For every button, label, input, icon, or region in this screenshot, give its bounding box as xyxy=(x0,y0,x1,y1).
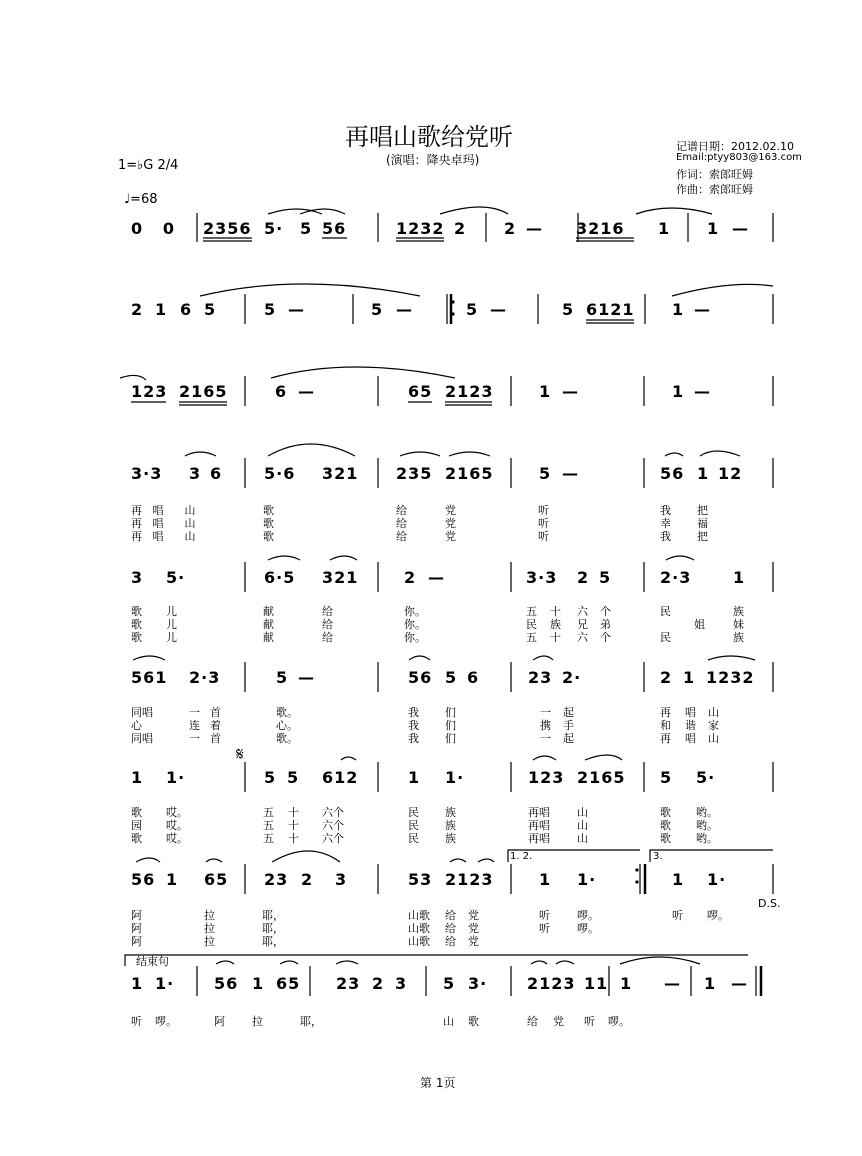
lyric: 歌 xyxy=(131,832,142,845)
note: — xyxy=(298,382,315,401)
note: 1· xyxy=(155,974,175,993)
lyric: 给 xyxy=(396,517,407,530)
lyric: 唱 xyxy=(152,517,164,530)
note: 5 xyxy=(204,300,217,319)
lyric: 拉 xyxy=(204,922,215,935)
note: — xyxy=(396,300,413,319)
note: 5· xyxy=(166,568,186,587)
lyric: 们 xyxy=(445,732,456,745)
note: 2·3 xyxy=(189,668,221,687)
note: — xyxy=(694,382,711,401)
lyric: 哟。 xyxy=(696,819,718,832)
note: 6 xyxy=(210,464,223,483)
lyric: 儿 xyxy=(166,618,177,631)
lyric: 一 xyxy=(189,706,200,719)
lyric: 园 xyxy=(131,819,142,832)
note: 56 xyxy=(660,464,685,483)
note: — xyxy=(298,668,315,687)
note: 6121 xyxy=(586,300,635,319)
lyric: 民 xyxy=(660,631,671,644)
note: 5 xyxy=(443,974,456,993)
lyric: 你。 xyxy=(404,631,426,644)
lyric: 再 xyxy=(660,732,671,745)
note: 5 xyxy=(371,300,384,319)
lyric: 姐 xyxy=(694,618,705,631)
note: 2123 xyxy=(527,974,576,993)
note: 1 xyxy=(733,568,746,587)
note: 1 xyxy=(672,382,685,401)
lyric: 党 xyxy=(553,1015,564,1028)
lyric: 十 xyxy=(288,819,299,832)
lyric: 民 xyxy=(408,832,419,845)
lyric: 给 xyxy=(322,631,333,644)
lyric: 歌 xyxy=(131,631,142,644)
note: — xyxy=(562,382,579,401)
note: 1 xyxy=(672,300,685,319)
note: 1 xyxy=(539,870,552,889)
lyric: 我 xyxy=(408,706,419,719)
lyric: 听 xyxy=(131,1015,142,1028)
lyric: 听 xyxy=(538,504,549,517)
note: 6·5 xyxy=(264,568,296,587)
lyric: 五 xyxy=(263,819,274,832)
note: 2 xyxy=(660,668,673,687)
note: — xyxy=(526,219,543,238)
note: 5 xyxy=(445,668,458,687)
lyric: 族 xyxy=(733,631,744,644)
lyric: 党 xyxy=(468,909,479,922)
lyric: 六个 xyxy=(322,806,344,819)
lyric: 哟。 xyxy=(696,806,718,819)
lyric: 族 xyxy=(445,832,456,845)
lyric: 心 xyxy=(131,719,142,732)
lyric: 献 xyxy=(263,618,274,631)
note: 3216 xyxy=(576,219,625,238)
lyric: 六 xyxy=(577,631,588,644)
note: 3·3 xyxy=(131,464,163,483)
note: 23 xyxy=(264,870,289,889)
note: 5 xyxy=(264,300,277,319)
lyric: 山歌 xyxy=(408,922,430,935)
lyric: 再 xyxy=(131,517,142,530)
note: 2356 xyxy=(203,219,252,238)
note: 1 xyxy=(704,974,717,993)
lyric: 一 xyxy=(540,706,551,719)
note: 5 xyxy=(466,300,479,319)
lyric: 耶， xyxy=(300,1015,322,1028)
note: 5· xyxy=(696,768,716,787)
lyric: 首 xyxy=(210,732,221,745)
page-number: 第 1页 xyxy=(420,1076,456,1090)
note: 2165 xyxy=(577,768,626,787)
lyric: 民 xyxy=(660,605,671,618)
note: 1 xyxy=(658,219,671,238)
lyric: 歌 xyxy=(468,1015,479,1028)
note: 2 xyxy=(404,568,417,587)
lyric: 啰。 xyxy=(577,922,599,935)
lyric: 啰。 xyxy=(155,1015,177,1028)
lyric: 手 xyxy=(563,719,574,732)
lyric: 听 xyxy=(539,922,550,935)
lyric: 六个 xyxy=(322,819,344,832)
lyric: 啰。 xyxy=(608,1015,630,1028)
composer-credit: 作曲：索郎旺姆 xyxy=(676,183,753,196)
lyric: 给 xyxy=(445,935,456,948)
volta-3: 3. xyxy=(653,851,663,862)
lyric: 歌 xyxy=(131,605,142,618)
lyric: 啰。 xyxy=(577,909,599,922)
lyric: 你。 xyxy=(404,618,426,631)
note: 1 xyxy=(166,870,179,889)
note: 1232 xyxy=(396,219,445,238)
lyric: 六个 xyxy=(322,832,344,845)
note: 1 xyxy=(596,974,609,993)
note: 1 xyxy=(584,974,597,993)
note: 2 xyxy=(504,219,517,238)
lyric: 十 xyxy=(550,631,561,644)
lyric: 给 xyxy=(445,922,456,935)
lyric: 哎。 xyxy=(166,806,188,819)
lyric: 五 xyxy=(526,631,537,644)
note: 23 xyxy=(336,974,361,993)
note: 53 xyxy=(408,870,433,889)
note: — xyxy=(694,300,711,319)
lyric: 党 xyxy=(445,530,456,543)
lyric: 族 xyxy=(550,618,561,631)
note: 3 xyxy=(335,870,348,889)
lyric: 给 xyxy=(322,605,333,618)
lyric: 再唱 xyxy=(528,819,550,832)
note: 1 xyxy=(131,768,144,787)
lyric: 族 xyxy=(445,819,456,832)
note: 235 xyxy=(396,464,433,483)
note: 123 xyxy=(528,768,565,787)
note: 5 xyxy=(562,300,575,319)
note: 2165 xyxy=(179,382,228,401)
segno-icon: 𝄋 xyxy=(236,744,244,765)
lyric: 首 xyxy=(210,706,221,719)
note: 3 xyxy=(395,974,408,993)
lyric: 再唱 xyxy=(528,832,550,845)
note: — xyxy=(562,464,579,483)
lyric: 歌 xyxy=(263,517,274,530)
lyric: 歌 xyxy=(660,806,671,819)
lyric: 携 xyxy=(540,719,551,732)
lyric: 歌。 xyxy=(276,732,298,745)
note: 2·3 xyxy=(660,568,692,587)
note: 65 xyxy=(408,382,433,401)
note: 5 xyxy=(300,219,313,238)
lyric: 耶， xyxy=(262,935,284,948)
note: 1· xyxy=(577,870,597,889)
lyric: 党 xyxy=(445,504,456,517)
lyric: 心。 xyxy=(276,719,298,732)
lyric: 和 xyxy=(660,719,671,732)
lyric: 十 xyxy=(288,806,299,819)
lyric: 歌。 xyxy=(276,706,298,719)
note: 23 xyxy=(528,668,553,687)
note: 1 xyxy=(620,974,633,993)
note: — xyxy=(428,568,445,587)
note: 1· xyxy=(707,870,727,889)
lyric: 再 xyxy=(131,504,142,517)
note: 321 xyxy=(322,464,359,483)
lyric: 把 xyxy=(697,530,708,543)
lyric: 妹 xyxy=(733,618,744,631)
note: 1 xyxy=(155,300,168,319)
lyric: 山 xyxy=(708,706,719,719)
lyric: 山 xyxy=(184,517,196,530)
lyric: 听 xyxy=(539,909,550,922)
lyric: 个 xyxy=(600,605,611,618)
lyric: 我 xyxy=(408,719,419,732)
note: 0 xyxy=(162,219,175,238)
lyric: 歌 xyxy=(660,832,671,845)
lyric: 民 xyxy=(408,806,419,819)
lyric: 献 xyxy=(263,605,274,618)
lyric: 歌 xyxy=(263,530,274,543)
lyric: 党 xyxy=(468,922,479,935)
lyric: 听 xyxy=(584,1015,595,1028)
singer-credit: (演唱：降央卓玛) xyxy=(386,153,480,167)
note: 2 xyxy=(454,219,467,238)
lyric: 给 xyxy=(396,530,407,543)
lyric: 民 xyxy=(526,618,537,631)
lyric: 拉 xyxy=(252,1015,263,1028)
note: 1 xyxy=(672,870,685,889)
note: 1 xyxy=(697,464,710,483)
note: 5·6 xyxy=(264,464,296,483)
lyric: 唱 xyxy=(152,504,164,517)
note: 56 xyxy=(214,974,239,993)
lyric: 五 xyxy=(263,832,274,845)
lyric: 起 xyxy=(563,706,574,719)
note: 2123 xyxy=(445,870,494,889)
lyric: 阿 xyxy=(131,935,142,948)
note: 1· xyxy=(445,768,465,787)
note: 56 xyxy=(408,668,433,687)
lyric: 幸 xyxy=(660,517,671,530)
lyric: 谐 xyxy=(685,719,696,732)
lyric: 哎。 xyxy=(166,819,188,832)
lyric: 族 xyxy=(445,806,456,819)
note: 1 xyxy=(408,768,421,787)
lyric: 拉 xyxy=(204,909,215,922)
note: 2165 xyxy=(445,464,494,483)
lyric: 哟。 xyxy=(696,832,718,845)
lyric: 儿 xyxy=(166,631,177,644)
lyric: 山 xyxy=(708,732,719,745)
note: 321 xyxy=(322,568,359,587)
note: 6 xyxy=(275,382,288,401)
note: 2123 xyxy=(445,382,494,401)
note: 56 xyxy=(322,219,347,238)
lyric: 党 xyxy=(468,935,479,948)
lyric: 给 xyxy=(396,504,407,517)
lyric: 族 xyxy=(733,605,744,618)
lyric: 山歌 xyxy=(408,909,430,922)
note: 12 xyxy=(718,464,743,483)
note: 5 xyxy=(276,668,289,687)
note: — xyxy=(732,219,749,238)
note: 1 xyxy=(683,668,696,687)
lyric: 山 xyxy=(577,819,588,832)
notation-row-1 xyxy=(131,219,175,238)
note: 612 xyxy=(322,768,359,787)
lyric: 我 xyxy=(660,504,671,517)
lyric: 家 xyxy=(708,719,719,732)
lyric: 五 xyxy=(263,806,274,819)
lyric: 你。 xyxy=(404,605,426,618)
lyric: 福 xyxy=(697,517,708,530)
lyric: 弟 xyxy=(600,618,611,631)
note: 1232 xyxy=(706,668,755,687)
note: 0 xyxy=(131,219,144,238)
lyric: 再 xyxy=(131,530,142,543)
note: — xyxy=(490,300,507,319)
lyric: 我 xyxy=(408,732,419,745)
lyric: 再 xyxy=(660,706,671,719)
lyric: 听 xyxy=(672,909,683,922)
note: 2 xyxy=(131,300,144,319)
lyric: 再唱 xyxy=(528,806,550,819)
note: 1 xyxy=(131,974,144,993)
lyric: 同唱 xyxy=(131,732,153,745)
lyric: 听 xyxy=(538,517,549,530)
note: 65 xyxy=(276,974,301,993)
lyric: 唱 xyxy=(685,706,696,719)
lyric: 同唱 xyxy=(131,706,153,719)
lyric: 给 xyxy=(445,909,456,922)
lyric: 歌 xyxy=(131,618,142,631)
lyric: 十 xyxy=(288,832,299,845)
note: 2· xyxy=(562,668,582,687)
note: 5· xyxy=(264,219,284,238)
lyric: 给 xyxy=(322,618,333,631)
lyric: 山 xyxy=(577,832,588,845)
lyric: 五 xyxy=(526,605,537,618)
lyric: 一 xyxy=(189,732,200,745)
lyric: 唱 xyxy=(685,732,696,745)
key-signature: 1=♭G 2/4 xyxy=(118,158,179,173)
tempo-marking: ♩=68 xyxy=(124,192,158,207)
lyric: 连 xyxy=(189,719,200,732)
lyric: 山 xyxy=(184,504,196,517)
lyric: 歌 xyxy=(131,806,142,819)
lyric: 阿 xyxy=(131,922,142,935)
lyric: 十 xyxy=(550,605,561,618)
lyric: 个 xyxy=(600,631,611,644)
lyric: 们 xyxy=(445,719,456,732)
lyric: 耶， xyxy=(262,922,284,935)
lyric: 哎。 xyxy=(166,832,188,845)
note: 3 xyxy=(189,464,202,483)
lyric: 拉 xyxy=(204,935,215,948)
lyric: 阿 xyxy=(131,909,142,922)
email-address: Email:ptyy803@163.com xyxy=(676,152,802,163)
lyric: 把 xyxy=(697,504,708,517)
lyric: 山 xyxy=(577,806,588,819)
note: 5 xyxy=(264,768,277,787)
note: 123 xyxy=(131,382,168,401)
note: 2 xyxy=(372,974,385,993)
note: — xyxy=(288,300,305,319)
lyric: 阿 xyxy=(214,1015,225,1028)
lyric: 歌 xyxy=(660,819,671,832)
transcription-date: 记谱日期：2012.02.10 xyxy=(676,140,794,153)
lyric: 献 xyxy=(263,631,274,644)
note: 1· xyxy=(166,768,186,787)
note: — xyxy=(664,974,681,993)
note: 2 xyxy=(577,568,590,587)
lyric: 山 xyxy=(443,1015,454,1028)
note: 6 xyxy=(180,300,193,319)
lyricist-credit: 作词：索郎旺姆 xyxy=(676,168,753,181)
lyric: 儿 xyxy=(166,605,177,618)
lyric-verse-3 xyxy=(131,528,195,544)
lyric: 一 xyxy=(540,732,551,745)
volta-1-2: 1. 2. xyxy=(510,851,533,862)
coda-label: 结束句 xyxy=(136,955,169,968)
note: 2 xyxy=(301,870,314,889)
dal-segno-mark: D.S. xyxy=(758,897,781,910)
note: 56 xyxy=(131,870,156,889)
note: 561 xyxy=(131,668,168,687)
lyric: 山歌 xyxy=(408,935,430,948)
note: 5 xyxy=(287,768,300,787)
note: 1 xyxy=(707,219,720,238)
note: 1 xyxy=(539,382,552,401)
lyric: 兄 xyxy=(577,618,588,631)
song-title: 再唱山歌给党听 xyxy=(345,123,513,151)
note: 1 xyxy=(252,974,265,993)
note: 3·3 xyxy=(526,568,558,587)
lyric: 耶， xyxy=(262,909,284,922)
lyric: 给 xyxy=(527,1015,538,1028)
note: 3 xyxy=(131,568,144,587)
lyric: 歌 xyxy=(263,504,274,517)
lyric: 着 xyxy=(210,719,221,732)
lyric: 唱 xyxy=(152,530,164,543)
lyric: 们 xyxy=(445,706,456,719)
note: — xyxy=(731,974,748,993)
note: 5 xyxy=(539,464,552,483)
lyric: 六 xyxy=(577,605,588,618)
note: 65 xyxy=(204,870,229,889)
note: 5 xyxy=(599,568,612,587)
lyric: 党 xyxy=(445,517,456,530)
note: 5 xyxy=(660,768,673,787)
lyric: 起 xyxy=(563,732,574,745)
lyric: 山 xyxy=(184,530,196,543)
lyric: 民 xyxy=(408,819,419,832)
lyric: 听 xyxy=(538,530,549,543)
note: 6 xyxy=(467,668,480,687)
lyric: 我 xyxy=(660,530,671,543)
note: 3· xyxy=(468,974,488,993)
lyric: 啰。 xyxy=(707,909,729,922)
